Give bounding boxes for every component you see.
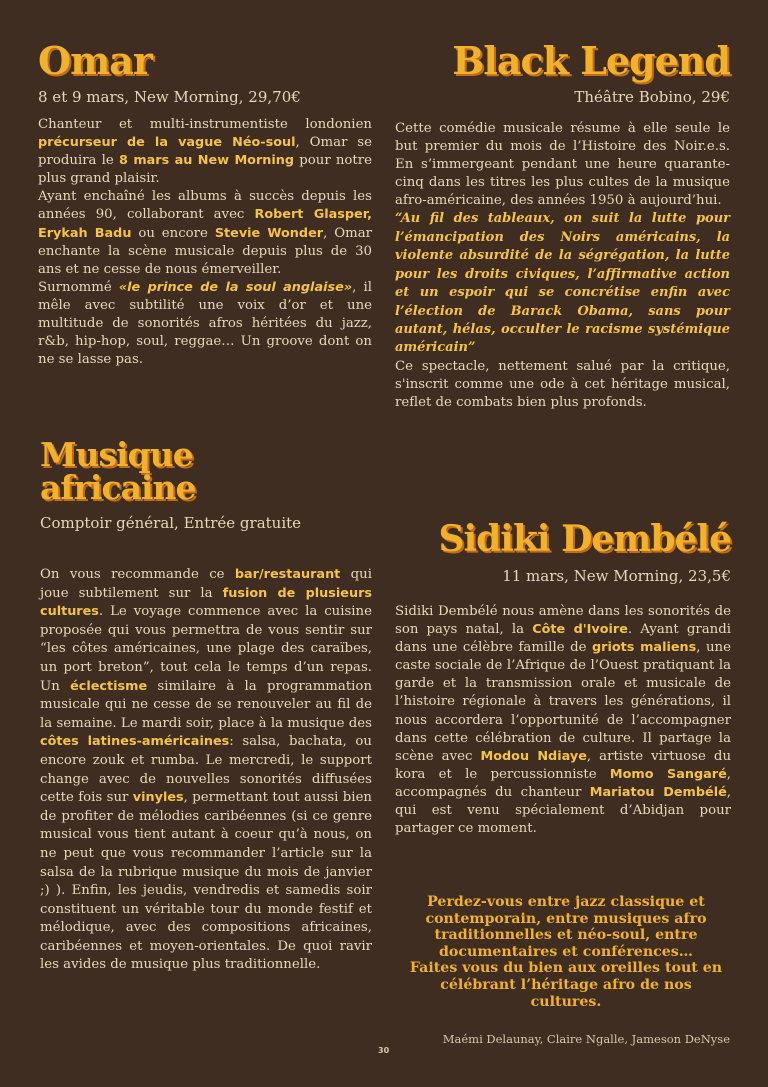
omar-paragraph-1: Chanteur et multi-instrumentiste londonien précurseur de la vague Néo-soul, Omar se produira le 8 mars au New Morning pour notre plus grand plaisir.: [38, 117, 373, 187]
musique-title-line-2: africaine: [40, 468, 196, 507]
black-legend-subtitle: Théâtre Bobino, 29€: [574, 88, 730, 106]
page-number: 30: [378, 1046, 390, 1055]
musique-title-line-1: Musique: [40, 435, 193, 474]
musique-subtitle: Comptoir général, Entrée gratuite: [40, 514, 302, 532]
sidiki-section: [395, 518, 732, 838]
omar-subtitle: 8 et 9 mars, New Morning, 29,70€: [38, 88, 301, 106]
authors-credit: Maémi Delaunay, Claire Ngalle, Jameson DeNyse: [442, 1032, 730, 1046]
musique-paragraph: On vous recommande ce bar/restaurant qui joue subtilement sur la fusion de plusieurs cultures. Le voyage commence avec la cuisine proposée qui vous permettra de vous sentir sur “les côtes américaines, une plage des caraïbes, un port breton”, tout cela le temps d’un repas. Un éclectisme similaire à la programmation musicale qui ne cesse de se renouveler au fil de la semaine. Le mardi soir, place à la musique des côtes latines-américaines: salsa, bachata, ou encore zouk et rumba. Le mercredi, le support change avec de nouvelles sonorités diffusées cette fois sur vinyles, permettant tout aussi bien de profiter de mélodies caribéennes (si ce genre musical vous tient autant à coeur qu’à nous, on ne peut que vous recommander l’article sur la salsa de la rubrique musique du mois de janvier ;) ). Enfin, les jeudis, vendredis et samedis soir constituent un véritable tour du monde festif et mélodique, avec des compositions africaines, caribéennes et moyen-orientales. De quoi ravir les avides de musique plus traditionnelle.: [40, 567, 373, 973]
closing-statement: Perdez-vous entre jazz classique et contemporain, entre musiques afro traditionnelles et néo-soul, entre documentaires et conférences… Faites vous du bien aux oreilles tout en célébrant l’héritage afro de nos cultures.: [409, 894, 723, 1010]
black-legend-section: [395, 38, 730, 412]
omar-paragraph-2: Ayant enchaîné les albums à succès depuis les années 90, collaborant avec Robert Glasper, Erykah Badu ou encore Stevie Wonder, Omar enchante la scène musicale depuis plus de 30 ans et ne cesse de nous émerveiller.: [38, 189, 372, 277]
omar-section: [38, 38, 373, 369]
omar-title: Omar: [38, 38, 152, 83]
musique-africaine-section: [40, 435, 373, 975]
sidiki-subtitle: 11 mars, New Morning, 23,5€: [502, 567, 731, 585]
sidiki-paragraph: Sidiki Dembélé nous amène dans les sonorités de son pays natal, la Côte d'Ivoire. Ayant grandi dans une célèbre famille de griots maliens, une caste sociale de l’Afrique de l’Ouest pratiquant la garde et la transmission orale et musicale de l’histoire régionale à travers les générations, il nous accordera l’opportunité de l’accompagner dans cette célébration de culture. Il partage la scène avec Modou Ndiaye, artiste virtuose du kora et le percussionniste Momo Sangaré, accompagnés du chanteur Mariatou Dembélé, qui est venu spécialement d’Abidjan pour partager ce moment.: [395, 604, 732, 837]
omar-paragraph-3: Surnommé «le prince de la soul anglaise», il mêle avec subtilité une voix d’or et une multitude de sonorités afros héritées du jazz, r&b, hip-hop, soul, reggae… Un groove dont on ne se lasse pas.: [38, 279, 372, 368]
black-legend-paragraph-2: Ce spectacle, nettement salué par la critique, s'inscrit comme une ode à cet héritage musical, reflet de combats bien plus profonds.: [395, 358, 730, 410]
sidiki-title: Sidiki Dembélé: [438, 518, 731, 560]
black-legend-quote: “Au fil des tableaux, on suit la lutte pour l’émancipation des Noirs américains, la violente absurdité de la ségrégation, la lutte pour les droits civiques, l’affirmative action et un espoir qui se concrétise enfin avec l’élection de Barack Obama, sans pour autant, hélas, occulter le racisme systémique américain”: [395, 211, 730, 356]
black-legend-paragraph-1: Cette comédie musicale résume à elle seule le but premier du mois de l’Histoire des Noir.e.s. En s’immergeant pendant une heure quarante-cinq dans les titres les plus cultes de la musique afro-américaine, des années 1950 à aujourd’hui.: [395, 121, 730, 209]
black-legend-title: Black Legend: [452, 38, 730, 83]
